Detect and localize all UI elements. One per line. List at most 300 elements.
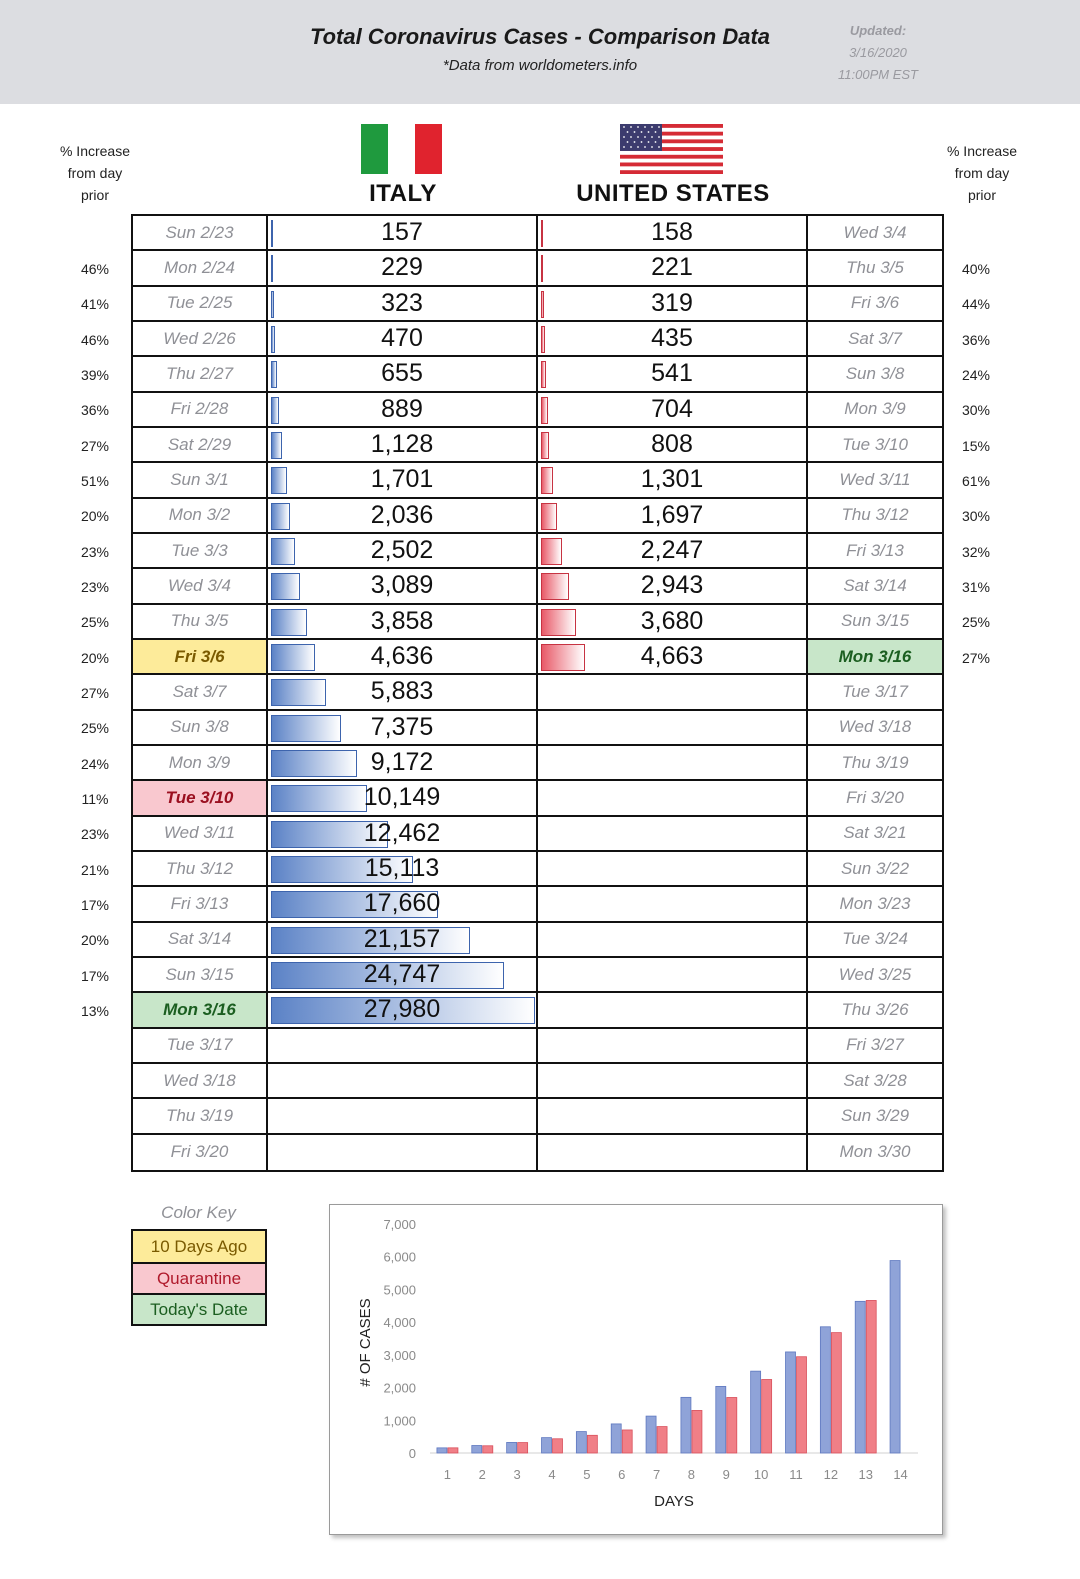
us-cases-bar bbox=[541, 326, 545, 353]
table-row bbox=[133, 569, 942, 604]
y-tick-label: 0 bbox=[408, 1446, 416, 1461]
us-chart-bar bbox=[483, 1446, 493, 1453]
italy-cases-value: 2,036 bbox=[370, 500, 434, 529]
us-date-cell: Mon 3/16 bbox=[808, 640, 942, 673]
us-percent-increase: 24% bbox=[961, 367, 991, 383]
italy-percent-increase: 23% bbox=[80, 579, 110, 595]
italy-cases-bar bbox=[271, 679, 326, 706]
us-date-cell: Tue 3/24 bbox=[842, 929, 908, 949]
italy-date-cell: Thu 3/12 bbox=[133, 852, 268, 885]
us-cases-bar bbox=[541, 644, 585, 671]
italy-percent-increase: 17% bbox=[80, 897, 110, 913]
us-cases-cell bbox=[538, 711, 808, 744]
italy-date-cell: Sun 3/15 bbox=[133, 958, 268, 991]
us-cases-cell bbox=[538, 251, 808, 284]
us-percent-increase: 15% bbox=[961, 437, 991, 454]
us-cases-cell bbox=[538, 640, 808, 673]
us-cases-cell bbox=[538, 1029, 808, 1062]
italy-cases-cell bbox=[268, 534, 538, 567]
italy-cases-value: 1,701 bbox=[370, 465, 434, 494]
italy-cases-value: 3,858 bbox=[370, 606, 434, 635]
table-row bbox=[133, 711, 942, 746]
us-flag-icon bbox=[620, 124, 723, 174]
us-date-cell: Thu 3/12 bbox=[841, 505, 909, 525]
us-percent-increase: 40% bbox=[961, 261, 991, 277]
us-date-cell: Wed 3/11 bbox=[839, 469, 911, 489]
table-row bbox=[133, 746, 942, 781]
us-heading: UNITED STATES bbox=[576, 180, 770, 207]
us-cases-value: 3,680 bbox=[640, 606, 704, 635]
us-date-cell: Sun 3/29 bbox=[840, 1105, 910, 1125]
us-cases-bar bbox=[541, 255, 543, 282]
italy-cases-bar bbox=[271, 644, 315, 671]
table-row bbox=[133, 287, 942, 322]
italy-date-cell: Fri 3/20 bbox=[133, 1135, 268, 1170]
us-cases-value: 1,697 bbox=[640, 500, 704, 529]
italy-date-cell: Sat 3/7 bbox=[133, 675, 268, 708]
y-tick-label: 5,000 bbox=[383, 1282, 416, 1298]
us-date-cell: Fri 3/13 bbox=[846, 540, 904, 560]
italy-cases-bar bbox=[271, 609, 307, 636]
italy-chart-bar bbox=[786, 1352, 796, 1453]
us-cases-cell bbox=[538, 499, 808, 532]
updated-time: 11:00PM EST bbox=[838, 67, 918, 82]
italy-date-cell: Wed 3/11 bbox=[133, 817, 268, 850]
us-date-cell: Wed 3/18 bbox=[838, 717, 912, 737]
us-date-cell: Tue 3/10 bbox=[842, 434, 908, 454]
us-chart-bar bbox=[518, 1443, 528, 1453]
italy-date-cell: Thu 3/19 bbox=[133, 1099, 268, 1132]
table-row bbox=[133, 887, 942, 922]
italy-cases-cell bbox=[268, 993, 538, 1026]
us-cases-cell bbox=[538, 534, 808, 567]
table-row bbox=[133, 605, 942, 640]
italy-cases-cell bbox=[268, 817, 538, 850]
y-tick-label: 6,000 bbox=[383, 1249, 416, 1265]
italy-flag-icon bbox=[361, 124, 442, 174]
x-tick-label: 7 bbox=[652, 1467, 661, 1482]
italy-cases-value: 17,660 bbox=[363, 889, 441, 918]
table-row bbox=[133, 958, 942, 993]
color-key-title: Color Key bbox=[161, 1203, 236, 1222]
comparison-table bbox=[131, 214, 944, 1172]
italy-chart-bar bbox=[646, 1416, 656, 1453]
us-date-cell: Mon 3/9 bbox=[844, 399, 906, 419]
page-title: Total Coronavirus Cases - Comparison Data bbox=[309, 24, 771, 49]
us-cases-bar bbox=[541, 361, 546, 388]
us-date-cell: Sat 3/14 bbox=[843, 575, 907, 595]
italy-date-cell: Sun 2/23 bbox=[133, 216, 268, 249]
table-row bbox=[133, 534, 942, 569]
italy-cases-value: 3,089 bbox=[370, 571, 434, 600]
us-chart-bar bbox=[692, 1410, 702, 1453]
italy-date-cell: Fri 2/28 bbox=[133, 393, 268, 426]
italy-cases-value: 323 bbox=[381, 288, 423, 317]
right-percent-header bbox=[927, 140, 1037, 206]
italy-cases-bar bbox=[271, 785, 367, 812]
table-row bbox=[133, 781, 942, 816]
italy-chart-bar bbox=[751, 1371, 761, 1453]
italy-cases-cell bbox=[268, 605, 538, 638]
y-tick-label: 7,000 bbox=[383, 1217, 416, 1232]
us-chart-bar bbox=[622, 1430, 632, 1453]
italy-chart-bar bbox=[855, 1301, 865, 1453]
us-cases-cell bbox=[538, 852, 808, 885]
italy-cases-cell bbox=[268, 1135, 538, 1170]
x-tick-label: 3 bbox=[513, 1467, 521, 1482]
us-cases-bar bbox=[541, 609, 576, 636]
italy-percent-increase: 25% bbox=[80, 720, 110, 737]
table-row bbox=[133, 357, 942, 392]
header bbox=[0, 0, 1080, 104]
us-cases-value: 704 bbox=[651, 394, 693, 423]
us-chart-bar bbox=[762, 1379, 772, 1453]
us-cases-cell bbox=[538, 357, 808, 390]
italy-chart-bar bbox=[576, 1432, 586, 1453]
italy-cases-bar bbox=[271, 432, 282, 459]
italy-percent-increase: 11% bbox=[81, 791, 109, 807]
italy-percent-increase: 25% bbox=[80, 614, 110, 631]
italy-percent-increase: 13% bbox=[80, 1003, 110, 1019]
italy-cases-value: 4,636 bbox=[370, 642, 434, 671]
italy-percent-increase: 17% bbox=[80, 967, 110, 984]
italy-date-cell: Tue 2/25 bbox=[133, 287, 268, 320]
italy-cases-cell bbox=[268, 357, 538, 390]
italy-cases-bar bbox=[271, 361, 277, 388]
x-tick-label: 14 bbox=[893, 1467, 908, 1482]
us-chart-bar bbox=[553, 1439, 563, 1453]
x-tick-label: 5 bbox=[583, 1467, 591, 1482]
table-row bbox=[133, 817, 942, 852]
us-cases-value: 221 bbox=[651, 253, 693, 282]
italy-date-cell: Mon 3/9 bbox=[133, 746, 268, 779]
us-percent-increase: 25% bbox=[961, 614, 991, 631]
us-date-cell: Thu 3/26 bbox=[841, 999, 909, 1019]
italy-chart-bar bbox=[716, 1386, 726, 1453]
italy-percent-increase: 41% bbox=[80, 296, 110, 313]
us-percent-increase: 61% bbox=[961, 473, 991, 489]
us-cases-cell bbox=[538, 958, 808, 991]
italy-date-cell: Mon 3/16 bbox=[133, 993, 268, 1026]
x-tick-label: 4 bbox=[548, 1467, 556, 1482]
table-row bbox=[133, 852, 942, 887]
italy-percent-increase: 23% bbox=[80, 826, 110, 843]
updated-date: 3/16/2020 bbox=[849, 45, 907, 60]
italy-cases-value: 27,980 bbox=[363, 995, 441, 1024]
x-axis-label: DAYS bbox=[654, 1493, 694, 1510]
page-subtitle: *Data from worldometers.info bbox=[442, 57, 638, 74]
italy-cases-value: 1,128 bbox=[370, 430, 434, 459]
italy-cases-cell bbox=[268, 216, 538, 249]
italy-cases-bar bbox=[271, 397, 279, 424]
x-tick-label: 13 bbox=[858, 1467, 873, 1482]
us-cases-cell bbox=[538, 463, 808, 496]
us-date-cell: Fri 3/27 bbox=[846, 1035, 904, 1055]
us-cases-value: 1,301 bbox=[640, 465, 704, 494]
us-percent-increase: 32% bbox=[961, 543, 991, 560]
us-cases-cell bbox=[538, 923, 808, 956]
us-date-cell: Fri 3/20 bbox=[846, 787, 904, 807]
italy-cases-bar bbox=[271, 291, 274, 318]
italy-cases-cell bbox=[268, 640, 538, 673]
key-quarantine: Quarantine bbox=[133, 1262, 265, 1293]
us-cases-bar bbox=[541, 220, 543, 247]
italy-date-cell: Tue 3/17 bbox=[133, 1029, 268, 1062]
us-cases-cell bbox=[538, 216, 808, 249]
x-tick-label: 2 bbox=[478, 1467, 486, 1482]
us-date-cell: Sat 3/21 bbox=[843, 823, 907, 843]
italy-cases-cell bbox=[268, 287, 538, 320]
us-cases-cell bbox=[538, 1099, 808, 1132]
us-chart-bar bbox=[797, 1357, 807, 1453]
table-row bbox=[133, 1029, 942, 1064]
italy-date-cell: Tue 3/10 bbox=[133, 781, 268, 814]
table-row bbox=[133, 216, 942, 251]
italy-cases-cell bbox=[268, 463, 538, 496]
us-cases-cell bbox=[538, 287, 808, 320]
us-cases-value: 435 bbox=[651, 324, 693, 353]
left-percent-header bbox=[40, 140, 150, 206]
us-cases-bar bbox=[541, 397, 548, 424]
us-cases-cell bbox=[538, 322, 808, 355]
y-tick-label: 2,000 bbox=[383, 1380, 416, 1396]
us-chart-bar bbox=[587, 1435, 597, 1453]
us-cases-bar bbox=[541, 291, 544, 318]
table-row bbox=[133, 923, 942, 958]
us-cases-value: 541 bbox=[651, 359, 693, 388]
table-row bbox=[133, 463, 942, 498]
x-tick-label: 6 bbox=[618, 1467, 626, 1482]
left-percent-header-line: from day bbox=[67, 165, 123, 181]
italy-heading: ITALY bbox=[369, 180, 437, 207]
italy-cases-value: 157 bbox=[381, 218, 423, 247]
italy-cases-cell bbox=[268, 958, 538, 991]
y-tick-label: 3,000 bbox=[383, 1347, 416, 1363]
italy-percent-increase: 20% bbox=[80, 649, 110, 666]
italy-cases-cell bbox=[268, 923, 538, 956]
italy-date-cell: Thu 2/27 bbox=[133, 357, 268, 390]
table-row bbox=[133, 393, 942, 428]
italy-chart-bar bbox=[820, 1327, 830, 1453]
us-chart-bar bbox=[657, 1427, 667, 1453]
us-cases-cell bbox=[538, 428, 808, 461]
us-percent-increase: 27% bbox=[961, 649, 991, 666]
us-cases-value: 808 bbox=[651, 430, 693, 459]
italy-cases-value: 7,375 bbox=[370, 712, 434, 741]
italy-cases-value: 2,502 bbox=[370, 536, 434, 565]
italy-date-cell: Sat 2/29 bbox=[133, 428, 268, 461]
us-date-cell: Mon 3/30 bbox=[839, 1142, 911, 1162]
us-cases-cell bbox=[538, 1135, 808, 1170]
italy-percent-increase: 27% bbox=[80, 437, 110, 454]
x-tick-label: 1 bbox=[443, 1467, 452, 1482]
italy-cases-value: 12,462 bbox=[363, 818, 441, 847]
right-percent-header-line: prior bbox=[967, 187, 996, 203]
table-row bbox=[133, 251, 942, 286]
italy-cases-value: 5,883 bbox=[370, 677, 434, 706]
italy-cases-bar bbox=[271, 538, 295, 565]
us-date-cell: Sat 3/7 bbox=[848, 328, 902, 348]
us-cases-cell bbox=[538, 887, 808, 920]
us-chart-bar bbox=[727, 1397, 737, 1453]
us-cases-value: 158 bbox=[651, 218, 693, 247]
italy-cases-bar bbox=[271, 573, 300, 600]
italy-cases-cell bbox=[268, 852, 538, 885]
italy-cases-cell bbox=[268, 711, 538, 744]
us-cases-cell bbox=[538, 569, 808, 602]
us-cases-value: 2,943 bbox=[640, 571, 704, 600]
us-date-cell: Sat 3/28 bbox=[843, 1070, 907, 1090]
us-chart-bar bbox=[448, 1448, 458, 1453]
italy-date-cell: Tue 3/3 bbox=[133, 534, 268, 567]
x-tick-label: 12 bbox=[823, 1467, 839, 1482]
us-cases-cell bbox=[538, 675, 808, 708]
italy-percent-increase: 51% bbox=[80, 473, 110, 489]
us-cases-bar bbox=[541, 573, 569, 600]
italy-cases-bar bbox=[271, 255, 273, 282]
us-cases-cell bbox=[538, 1064, 808, 1097]
key-ten-days-ago: 10 Days Ago bbox=[133, 1231, 265, 1262]
us-cases-bar bbox=[541, 432, 549, 459]
left-percent-header-line: prior bbox=[80, 187, 109, 203]
x-tick-label: 9 bbox=[722, 1467, 730, 1482]
italy-chart-bar bbox=[542, 1438, 552, 1453]
italy-cases-bar bbox=[271, 326, 275, 353]
table-row bbox=[133, 1064, 942, 1099]
italy-cases-cell bbox=[268, 746, 538, 779]
us-chart-bar bbox=[831, 1333, 841, 1453]
us-date-cell: Thu 3/19 bbox=[841, 752, 909, 772]
italy-date-cell: Thu 3/5 bbox=[133, 605, 268, 638]
italy-percent-increase: 46% bbox=[80, 261, 110, 277]
italy-cases-cell bbox=[268, 499, 538, 532]
italy-cases-value: 470 bbox=[381, 324, 423, 353]
italy-cases-value: 889 bbox=[381, 394, 423, 423]
left-percent-header-line: % Increase bbox=[59, 143, 131, 159]
italy-cases-cell bbox=[268, 1099, 538, 1132]
us-cases-cell bbox=[538, 781, 808, 814]
table-row bbox=[133, 428, 942, 463]
x-tick-label: 8 bbox=[687, 1467, 696, 1482]
us-cases-cell bbox=[538, 605, 808, 638]
italy-cases-value: 21,157 bbox=[363, 924, 441, 953]
color-key bbox=[131, 1229, 267, 1326]
italy-percent-increase: 20% bbox=[80, 508, 110, 525]
italy-date-cell: Sun 3/8 bbox=[133, 711, 268, 744]
us-date-cell: Sun 3/22 bbox=[840, 858, 910, 878]
italy-cases-cell bbox=[268, 1064, 538, 1097]
italy-date-cell: Sat 3/14 bbox=[133, 923, 268, 956]
italy-percent-increase: 20% bbox=[80, 932, 110, 949]
italy-date-cell: Sun 3/1 bbox=[133, 463, 268, 496]
italy-cases-cell bbox=[268, 251, 538, 284]
table-row bbox=[133, 1135, 942, 1170]
us-date-cell: Thu 3/5 bbox=[846, 257, 904, 277]
us-cases-value: 2,247 bbox=[640, 536, 704, 565]
italy-percent-increase: 36% bbox=[80, 402, 110, 419]
us-cases-cell bbox=[538, 393, 808, 426]
us-percent-increase: 36% bbox=[961, 331, 991, 348]
updated-label: Updated: bbox=[849, 23, 907, 38]
us-cases-cell bbox=[538, 817, 808, 850]
x-tick-label: 10 bbox=[753, 1467, 769, 1482]
italy-chart-bar bbox=[681, 1397, 691, 1453]
italy-percent-increase: 21% bbox=[80, 861, 110, 878]
italy-cases-bar bbox=[271, 220, 273, 247]
us-percent-increase: 31% bbox=[961, 579, 991, 595]
x-tick-label: 11 bbox=[789, 1467, 803, 1482]
us-percent-increase: 30% bbox=[961, 508, 991, 525]
y-tick-label: 4,000 bbox=[383, 1315, 416, 1331]
italy-date-cell: Fri 3/6 bbox=[133, 640, 268, 673]
us-chart-bar bbox=[866, 1300, 876, 1453]
y-axis-label: # OF CASES bbox=[357, 1298, 374, 1387]
us-date-cell: Tue 3/17 bbox=[842, 681, 908, 701]
italy-chart-bar bbox=[611, 1424, 621, 1453]
italy-cases-value: 15,113 bbox=[364, 854, 440, 883]
italy-cases-cell bbox=[268, 675, 538, 708]
table-row bbox=[133, 993, 942, 1028]
italy-date-cell: Fri 3/13 bbox=[133, 887, 268, 920]
us-cases-bar bbox=[541, 467, 553, 494]
italy-cases-value: 10,149 bbox=[363, 783, 441, 812]
italy-cases-bar bbox=[271, 715, 341, 742]
updated-info bbox=[828, 20, 928, 86]
table-row bbox=[133, 499, 942, 534]
us-cases-value: 4,663 bbox=[640, 642, 704, 671]
table-row bbox=[133, 675, 942, 710]
italy-chart-bar bbox=[890, 1261, 900, 1453]
italy-percent-increase: 39% bbox=[80, 367, 110, 383]
us-cases-bar bbox=[541, 503, 557, 530]
us-cases-cell bbox=[538, 746, 808, 779]
italy-cases-cell bbox=[268, 322, 538, 355]
italy-cases-value: 655 bbox=[381, 359, 423, 388]
cases-bar-chart bbox=[329, 1204, 943, 1535]
italy-cases-cell bbox=[268, 393, 538, 426]
chart-svg bbox=[330, 1205, 944, 1536]
table-row bbox=[133, 640, 942, 675]
italy-cases-cell bbox=[268, 1029, 538, 1062]
us-cases-value: 319 bbox=[651, 288, 693, 317]
us-cases-bar bbox=[541, 538, 562, 565]
italy-cases-bar bbox=[271, 467, 287, 494]
italy-percent-increase: 46% bbox=[80, 331, 110, 348]
us-percent-increase: 30% bbox=[961, 402, 991, 419]
italy-cases-cell bbox=[268, 428, 538, 461]
key-todays-date: Today's Date bbox=[133, 1293, 265, 1324]
right-percent-header-line: % Increase bbox=[946, 143, 1018, 159]
us-date-cell: Sun 3/8 bbox=[845, 363, 905, 383]
table-row bbox=[133, 322, 942, 357]
us-cases-cell bbox=[538, 993, 808, 1026]
us-date-cell: Sun 3/15 bbox=[840, 611, 910, 631]
italy-percent-increase: 27% bbox=[80, 685, 110, 701]
table-row bbox=[133, 1099, 942, 1134]
italy-cases-value: 9,172 bbox=[370, 748, 434, 777]
italy-date-cell: Wed 3/4 bbox=[133, 569, 268, 602]
italy-cases-cell bbox=[268, 569, 538, 602]
italy-date-cell: Mon 2/24 bbox=[133, 251, 268, 284]
y-tick-label: 1,000 bbox=[383, 1413, 416, 1429]
italy-date-cell: Wed 2/26 bbox=[133, 322, 268, 355]
italy-cases-bar bbox=[271, 503, 290, 530]
us-date-cell: Mon 3/23 bbox=[839, 893, 911, 913]
us-date-cell: Fri 3/6 bbox=[850, 293, 900, 313]
italy-percent-increase: 24% bbox=[80, 755, 110, 772]
italy-cases-cell bbox=[268, 887, 538, 920]
italy-cases-cell bbox=[268, 781, 538, 814]
